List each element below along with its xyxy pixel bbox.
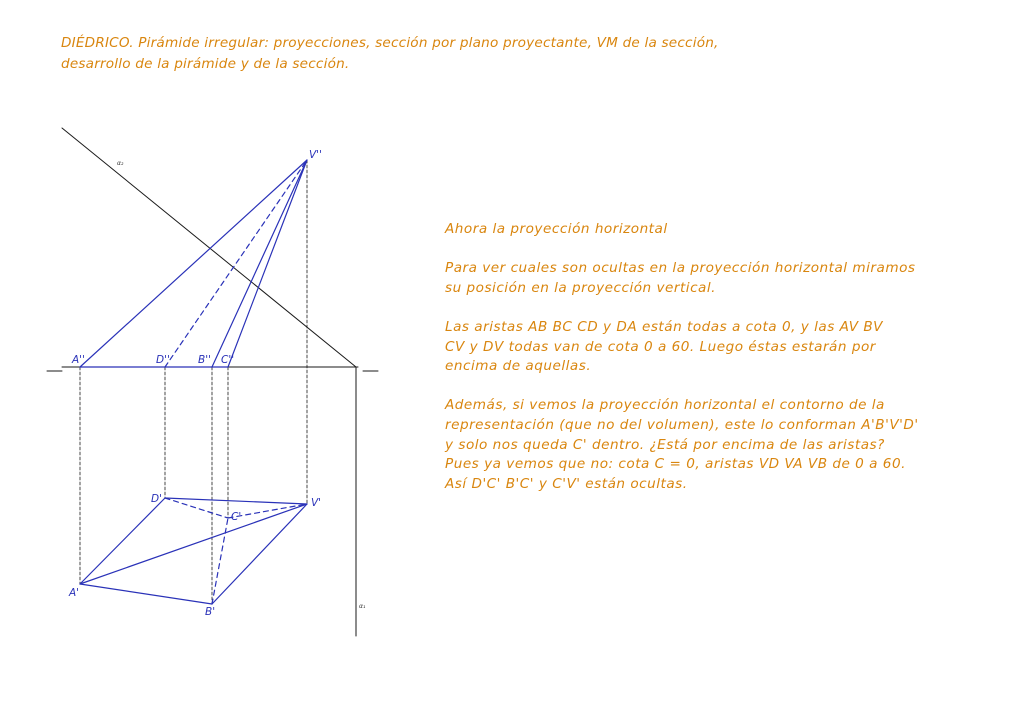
paragraph-1-line-2: su posición en la proyección vertical. — [445, 279, 716, 296]
paragraph-3-line-1: Además, si vemos la proyección horizontal el contorno de la — [445, 397, 885, 414]
label-a-vertical: A'' — [72, 354, 85, 366]
title-line-2: desarrollo de la pirámide y de la sección. — [61, 56, 350, 72]
edge-ab-horizontal — [80, 584, 212, 604]
explanation-text — [445, 220, 945, 514]
label-b-vertical: B'' — [198, 354, 211, 366]
label-c-horizontal: C' — [231, 511, 242, 523]
label-alpha1: α₁ — [359, 603, 366, 610]
label-b-horizontal: B' — [205, 606, 216, 618]
edge-dc-horizontal-hidden — [165, 498, 228, 518]
paragraph-1-line-1: Para ver cuales son ocultas en la proyección horizontal miramos — [445, 260, 916, 277]
label-v-vertical: V'' — [309, 149, 322, 161]
edge-cv-vertical — [228, 160, 307, 367]
label-alpha2: α₂ — [117, 160, 124, 167]
title-line-1: DIÉDRICO. Pirámide irregular: proyecciones, sección por plano proyectante, VM de la sección, — [61, 35, 719, 51]
label-a-horizontal: A' — [69, 587, 80, 599]
paragraph-3-line-4: Pues ya vemos que no: cota C = 0, aristas VD VA VB de 0 a 60. — [445, 456, 906, 473]
explanation-paragraph-1 — [445, 259, 945, 298]
explanation-paragraph-3 — [445, 396, 945, 494]
edge-dv-vertical-hidden — [165, 160, 307, 367]
label-d-vertical: D'' — [156, 354, 170, 366]
edge-bv-vertical — [212, 160, 307, 367]
paragraph-3-line-5: Así D'C' B'C' y C'V' están ocultas. — [445, 475, 688, 492]
edge-bv-horizontal — [212, 504, 307, 604]
label-v-horizontal: V' — [311, 497, 322, 509]
explanation-heading: Ahora la proyección horizontal — [445, 221, 668, 237]
edge-bc-horizontal-hidden — [212, 518, 228, 604]
explanation-paragraph-2 — [445, 318, 945, 377]
paragraph-2-line-1: Las aristas AB BC CD y DA están todas a cota 0, y las AV BV — [445, 318, 883, 335]
paragraph-3-line-2: representación (que no del volumen), este lo conforman A'B'V'D' — [445, 416, 919, 433]
paragraph-3-line-3: y solo nos queda C' dentro. ¿Está por encima de las aristas? — [445, 436, 885, 453]
paragraph-2-line-3: encima de aquellas. — [445, 358, 592, 375]
edge-av-horizontal — [80, 504, 307, 584]
paragraph-2-line-2: CV y DV todas van de cota 0 a 60. Luego éstas estarán por — [445, 338, 876, 355]
edge-ad-horizontal — [80, 498, 165, 584]
plane-trace-alpha2 — [62, 128, 356, 367]
label-c-vertical: C'' — [221, 354, 235, 366]
edge-dv-horizontal — [165, 498, 307, 504]
label-d-horizontal: D' — [151, 493, 162, 505]
edge-av-vertical — [80, 160, 307, 367]
